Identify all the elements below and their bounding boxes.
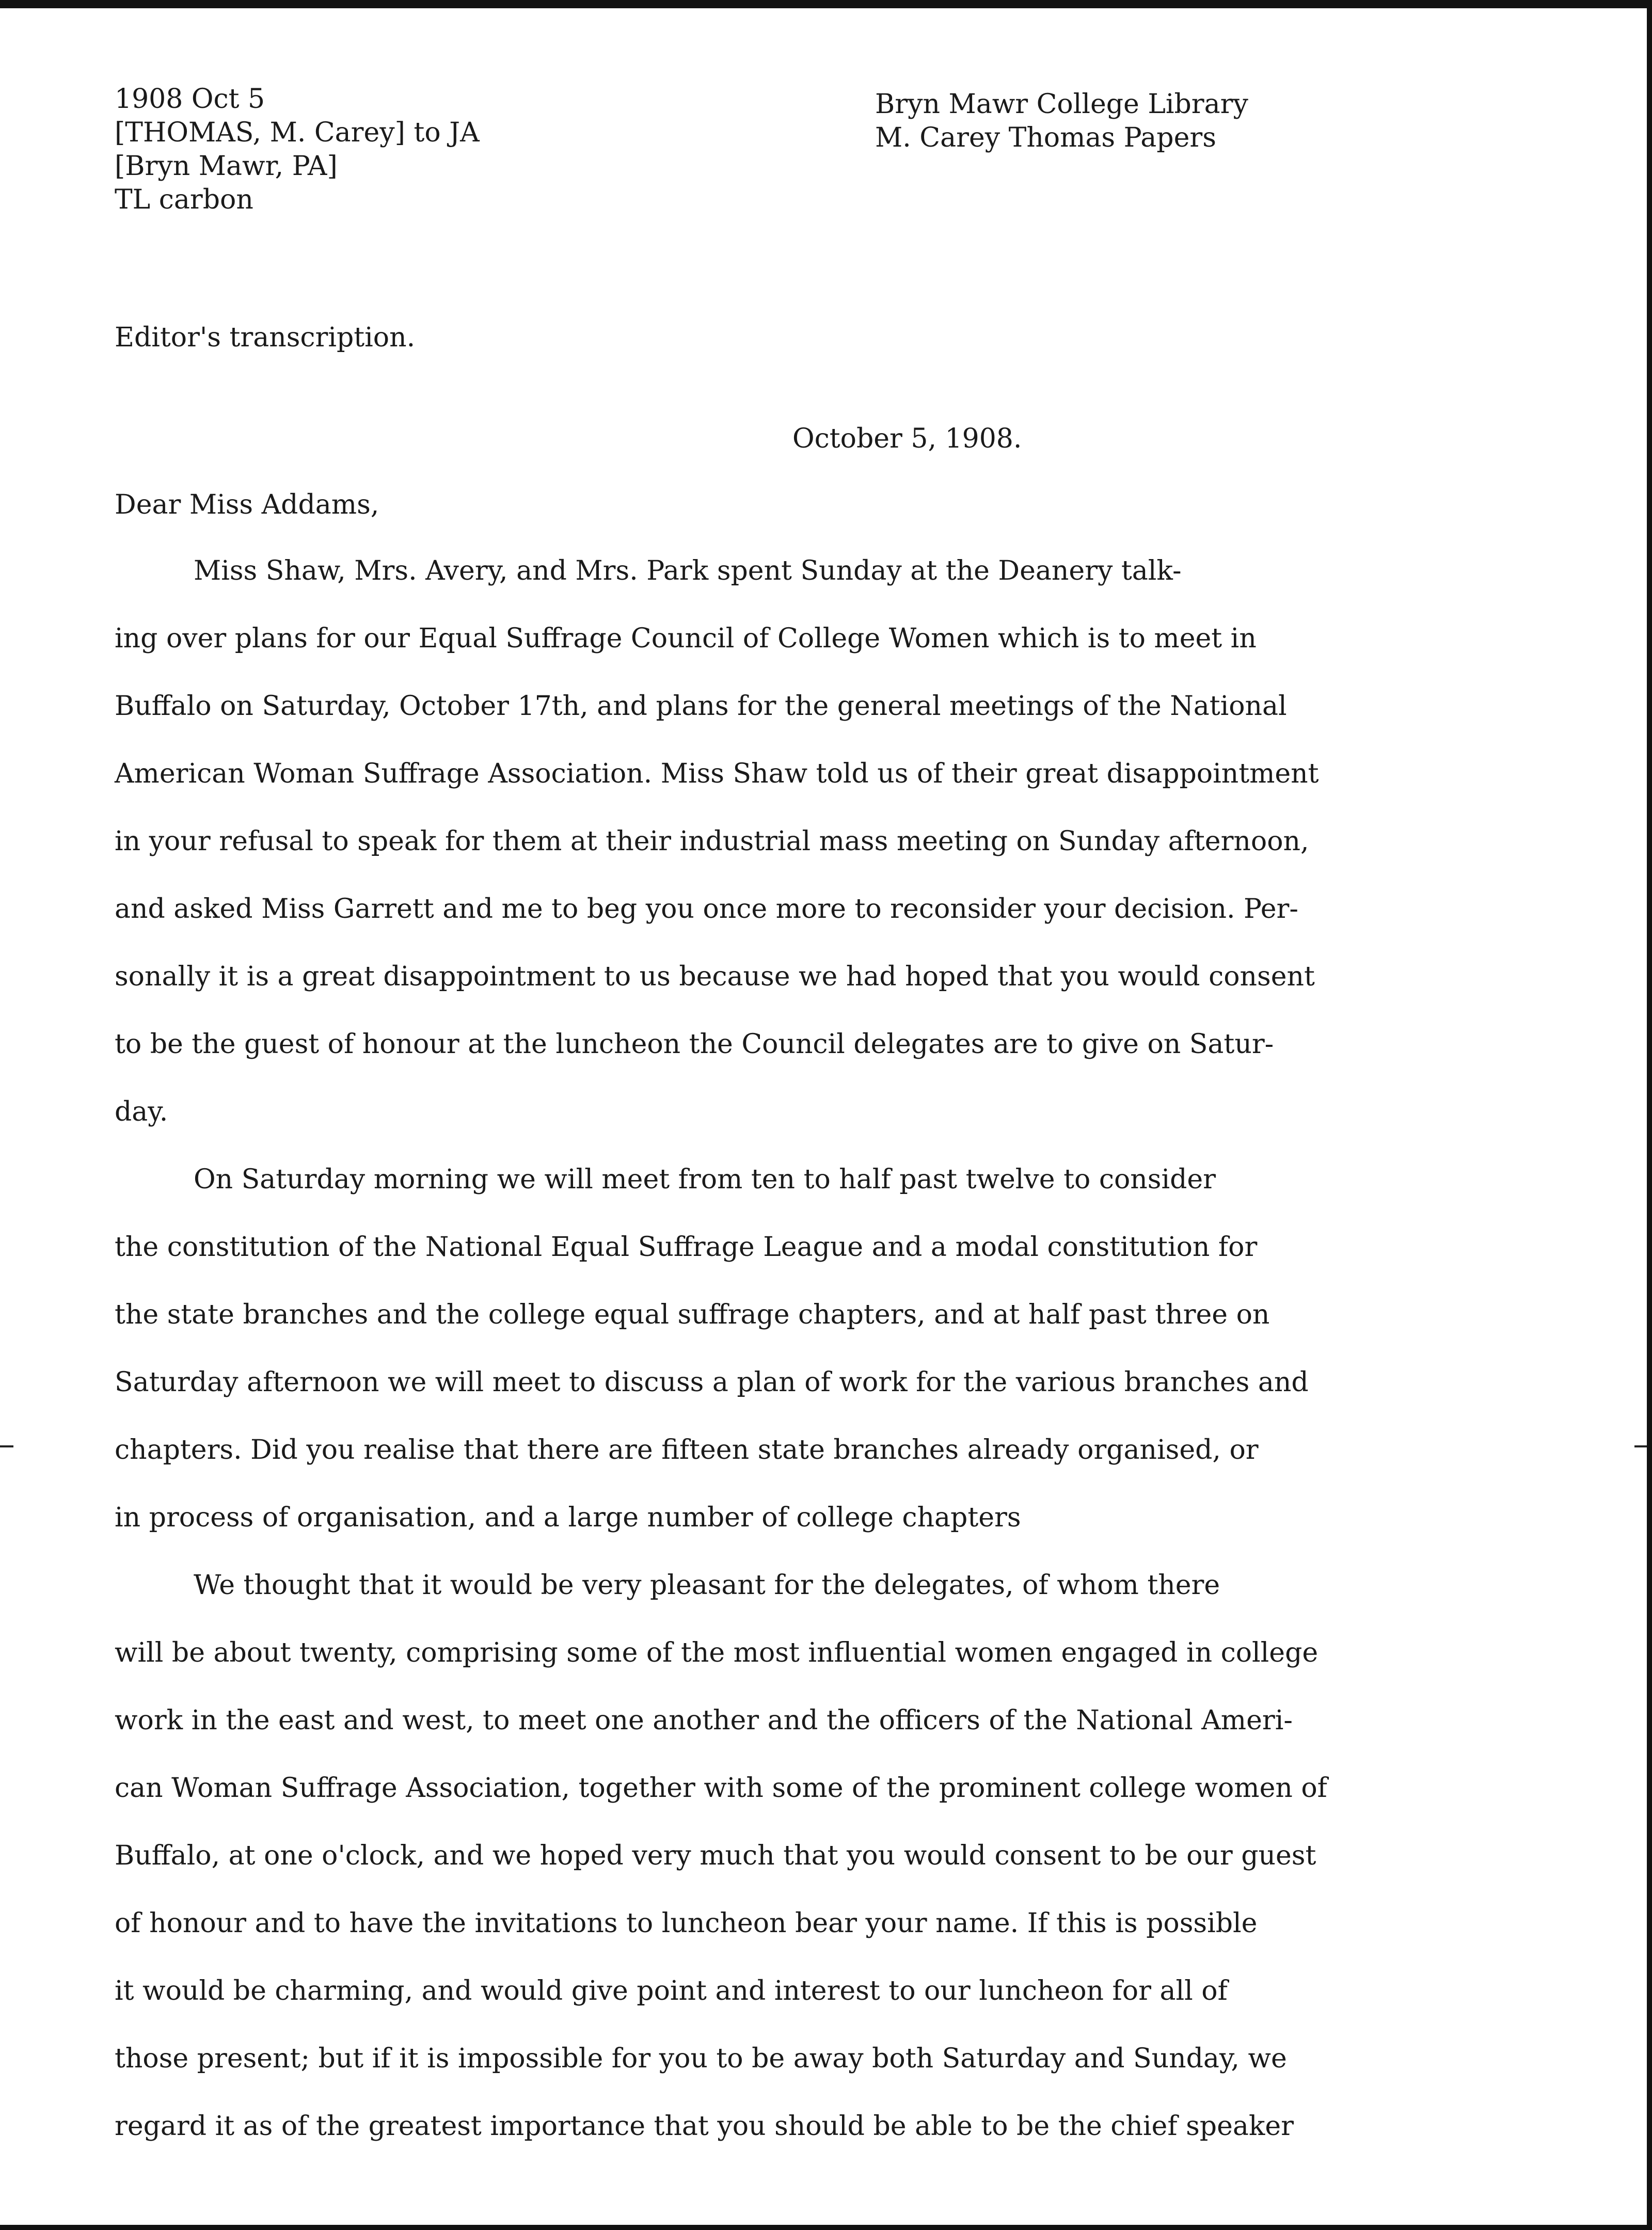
letter-date: October 5, 1908. xyxy=(792,423,1022,454)
letter-line: work in the east and west, to meet one another and the officers of the National Ameri- xyxy=(115,1705,1293,1736)
letter-line: Miss Shaw, Mrs. Avery, and Mrs. Park spent Sunday at the Deanery talk- xyxy=(194,555,1182,586)
letter-line: the state branches and the college equal suffrage chapters, and at half past three on xyxy=(115,1299,1270,1330)
repository-info xyxy=(875,88,1546,155)
letter-line: of honour and to have the invitations to luncheon bear your name. If this is possible xyxy=(115,1908,1258,1939)
letter-line: regard it as of the greatest importance that you should be able to be the chief speaker xyxy=(115,2111,1294,2142)
repository-name: Bryn Mawr College Library xyxy=(875,89,1248,120)
letter-line: in your refusal to speak for them at their industrial mass meeting on Sunday afternoon, xyxy=(115,826,1309,857)
editor-note: Editor's transcription. xyxy=(115,322,416,353)
letter-line: On Saturday morning we will meet from ten to half past twelve to consider xyxy=(194,1164,1216,1195)
letter-line: Buffalo, at one o'clock, and we hoped very much that you would consent to be our guest xyxy=(115,1840,1316,1871)
letter-line: and asked Miss Garrett and me to beg you once more to reconsider your decision. Per- xyxy=(115,894,1298,925)
letter-salutation: Dear Miss Addams, xyxy=(115,489,379,520)
letter-line: Saturday afternoon we will meet to discuss a plan of work for the various branches and xyxy=(115,1367,1309,1398)
letter-line: it would be charming, and would give point and interest to our luncheon for all of xyxy=(115,1976,1228,2006)
letter-line: ing over plans for our Equal Suffrage Council of College Women which is to meet in xyxy=(115,623,1257,654)
scan-fold-mark-left xyxy=(0,1445,13,1447)
letter-line: Buffalo on Saturday, October 17th, and plans for the general meetings of the National xyxy=(115,691,1287,722)
letter-line: chapters. Did you realise that there are fifteen state branches already organised, or xyxy=(115,1435,1259,1466)
letter-line: the constitution of the National Equal Suffrage League and a modal constitution for xyxy=(115,1232,1258,1263)
letter-line: in process of organisation, and a large number of college chapters xyxy=(115,1502,1021,1533)
scan-border-top xyxy=(0,0,1652,8)
scan-border-right xyxy=(1647,0,1652,2230)
letter-line: We thought that it would be very pleasant for the delegates, of whom there xyxy=(194,1570,1220,1601)
letter-line: will be about twenty, comprising some of the most influential women engaged in college xyxy=(115,1637,1319,1668)
letter-line: those present; but if it is impossible for you to be away both Saturday and Sunday, we xyxy=(115,2043,1287,2074)
letter-line: sonally it is a great disappointment to us because we had hoped that you would consent xyxy=(115,961,1315,992)
metadata-date: 1908 Oct 5 xyxy=(115,84,265,115)
metadata-place: [Bryn Mawr, PA] xyxy=(115,151,338,182)
metadata-correspondents: [THOMAS, M. Carey] to JA xyxy=(115,117,480,148)
letter-line: to be the guest of honour at the luncheon the Council delegates are to give on Satur- xyxy=(115,1029,1274,1060)
document-metadata xyxy=(115,83,786,217)
metadata-format: TL carbon xyxy=(115,184,253,215)
letter-line: American Woman Suffrage Association. Miss Shaw told us of their great disappointment xyxy=(115,758,1319,789)
letter-body xyxy=(115,555,1539,2180)
letter-line: day. xyxy=(115,1096,168,1127)
scan-border-bottom xyxy=(0,2225,1652,2230)
letter-line: can Woman Suffrage Association, together with some of the prominent college women of xyxy=(115,1773,1327,1804)
scan-fold-mark-right xyxy=(1634,1445,1647,1447)
collection-name: M. Carey Thomas Papers xyxy=(875,122,1216,153)
